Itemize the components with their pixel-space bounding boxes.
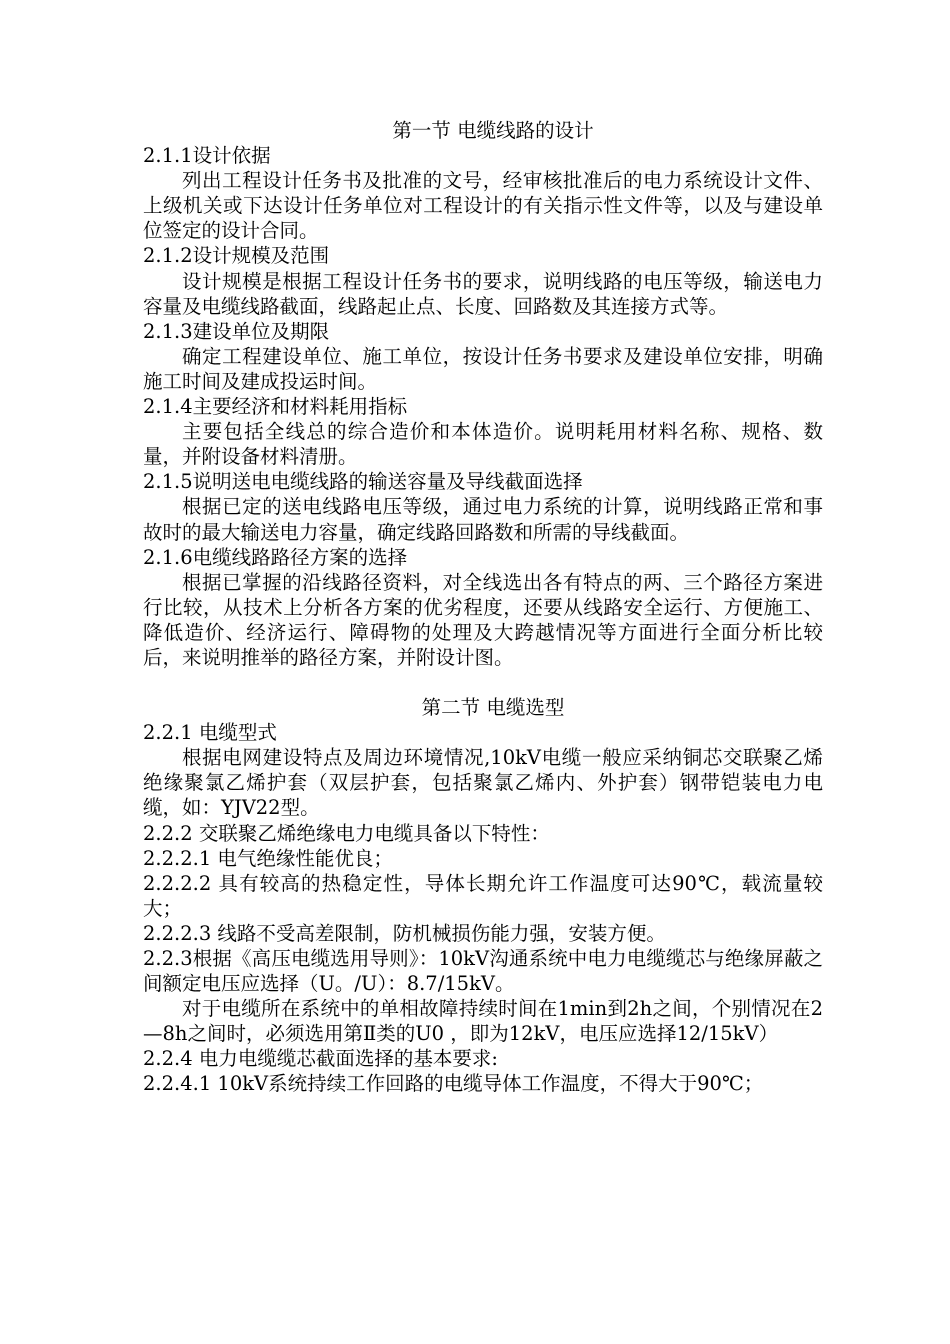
clause-2-2-3-note: 对于电缆所在系统中的单相故障持续时间在1min到2h之间，个别情况在2—8h之间时，必须选用第Ⅱ类的U0 ，即为12kV，电压应选择12/15kV） [143, 997, 823, 1046]
clause-2-1-5-heading: 2.1.5说明送电电缆线路的输送容量及导线截面选择 [143, 470, 583, 494]
document-page [143, 118, 823, 1097]
clause-2-2-2-heading: 2.2.2 交联聚乙烯绝缘电力电缆具备以下特性： [143, 821, 550, 845]
clause-2-1-6-text: 根据已掌握的沿线路径资料，对全线选出各有特点的两、三个路径方案进行比较，从技术上分析各方案的优劣程度，还要从线路安全运行、方便施工、降低造价、经济运行、障碍物的处理及大跨越情况等方面进行全面分析比较后，来说明推举的路径方案，并附设计图。 [143, 570, 823, 669]
clause-2-2-1-heading: 2.2.1 电缆型式 [143, 721, 277, 745]
clause-2-1-2-text: 设计规模是根据工程设计任务书的要求，说明线路的电压等级，输送电力容量及电缆线路截面，线路起止点、长度、回路数及其连接方式等。 [143, 269, 823, 318]
clause-2-1-3-heading: 2.1.3建设单位及期限 [143, 319, 330, 343]
clause-2-1-1-heading: 2.1.1设计依据 [143, 144, 271, 168]
clause-2-2-3-text: 2.2.3根据《高压电缆选用导则》：10kV沟通系统中电力电缆缆芯与绝缘屏蔽之间额定电压应选择（U。/U）：8.7/15kV。 [143, 947, 823, 996]
section-spacer [143, 670, 823, 695]
clause-2-1-5-text: 根据已定的送电线路电压等级，通过电力系统的计算，说明线路正常和事故时的最大输送电力容量，确定线路回路数和所需的导线截面。 [143, 495, 823, 544]
clause-2-1-1-text: 列出工程设计任务书及批准的文号，经审核批准后的电力系统设计文件、上级机关或下达设计任务单位对工程设计的有关指示性文件等，以及与建设单位签定的设计合同。 [143, 169, 823, 243]
clause-2-1-4-text: 主要包括全线总的综合造价和本体造价。说明耗用材料名称、规格、数量，并附设备材料清册。 [143, 420, 823, 469]
section-1-title: 第一节 电缆线路的设计 [392, 119, 594, 142]
clause-2-1-4-heading: 2.1.4主要经济和材料耗用指标 [143, 395, 408, 419]
section-2-title: 第二节 电缆选型 [421, 696, 565, 720]
clause-2-2-2-1-text: 2.2.2.1 电气绝缘性能优良； [143, 846, 393, 870]
clause-2-1-2-heading: 2.1.2设计规模及范围 [143, 244, 330, 268]
clause-2-1-6-heading: 2.1.6电缆线路路径方案的选择 [143, 545, 408, 569]
clause-2-2-1-text: 根据电网建设特点及周边环境情况,10kV电缆一般应采纳铜芯交联聚乙烯绝缘聚氯乙烯护套（双层护套，包括聚氯乙烯内、外护套）钢带铠装电力电缆，如：YJV22型。 [143, 746, 823, 820]
clause-2-2-4-1-text: 2.2.4.1 10kV系统持续工作回路的电缆导体工作温度，不得大于90℃； [143, 1072, 764, 1096]
clause-2-2-4-heading: 2.2.4 电力电缆缆芯截面选择的基本要求: [143, 1047, 498, 1071]
clause-2-1-3-text: 确定工程建设单位、施工单位，按设计任务书要求及建设单位安排，明确施工时间及建成投运时间。 [143, 344, 823, 393]
clause-2-2-2-2-text: 2.2.2.2 具有较高的热稳定性，导体长期允许工作温度可达90℃，载流量较大； [143, 871, 823, 920]
clause-2-2-2-3-text: 2.2.2.3 线路不受高差限制，防机械损伤能力强，安装方便。 [143, 921, 666, 945]
